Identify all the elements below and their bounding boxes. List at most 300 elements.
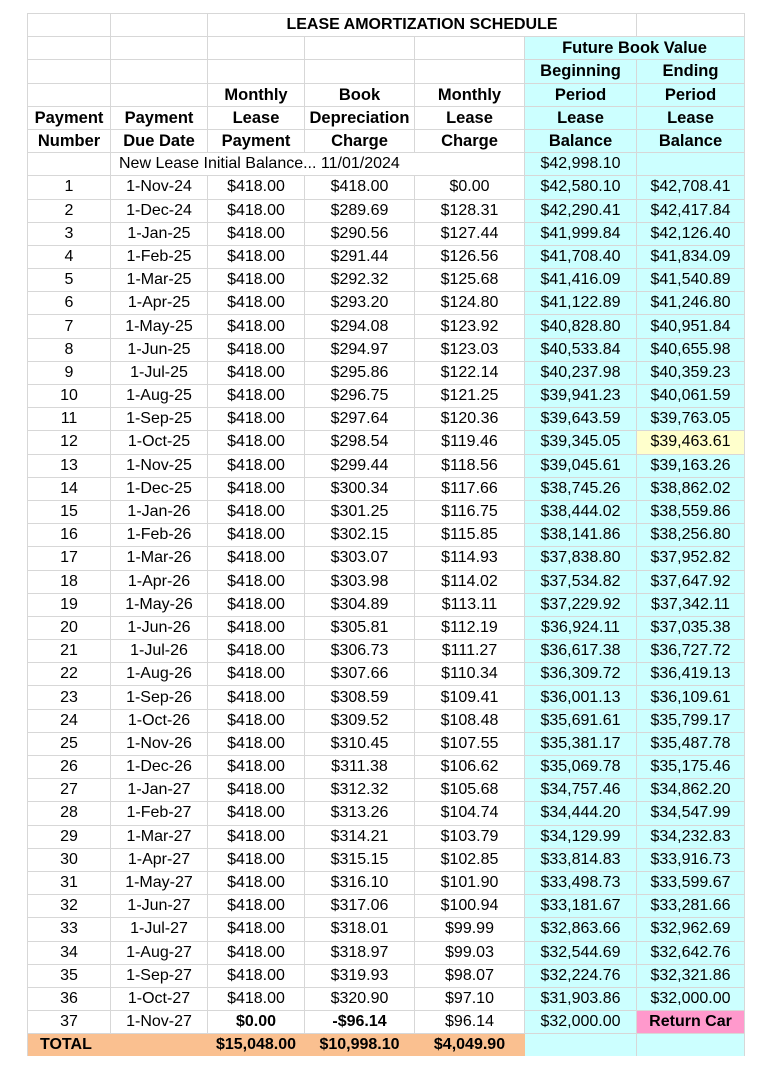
depreciation-charge[interactable]: $291.44 [305, 245, 415, 268]
payment-number[interactable]: 32 [28, 895, 111, 918]
beginning-balance[interactable]: $39,941.23 [525, 385, 637, 408]
payment-number[interactable]: 21 [28, 640, 111, 663]
header-period-begin[interactable]: Period [525, 83, 637, 106]
monthly-payment[interactable]: $418.00 [208, 802, 305, 825]
beginning-balance[interactable]: $36,924.11 [525, 616, 637, 639]
lease-charge[interactable]: $103.79 [415, 825, 525, 848]
monthly-payment[interactable]: $418.00 [208, 895, 305, 918]
beginning-balance[interactable]: $38,444.02 [525, 500, 637, 523]
ending-balance[interactable]: $38,862.02 [637, 477, 745, 500]
header-depreciation[interactable]: Depreciation [305, 106, 415, 129]
ending-balance[interactable]: $34,232.83 [637, 825, 745, 848]
lease-charge[interactable]: $0.00 [415, 176, 525, 199]
total-row [28, 1034, 745, 1057]
due-date[interactable]: 1-Sep-25 [111, 408, 208, 431]
total-label[interactable]: TOTAL [28, 1034, 111, 1057]
header-due-date[interactable]: Due Date [111, 129, 208, 152]
monthly-payment[interactable]: $418.00 [208, 686, 305, 709]
table-row [28, 640, 745, 663]
due-date[interactable]: 1-Dec-25 [111, 477, 208, 500]
ending-balance[interactable]: $36,419.13 [637, 663, 745, 686]
ending-balance[interactable]: $34,547.99 [637, 802, 745, 825]
monthly-payment[interactable]: $418.00 [208, 987, 305, 1010]
lease-charge[interactable]: $105.68 [415, 779, 525, 802]
initial-balance-label[interactable]: New Lease Initial Balance... 11/01/2024 [111, 153, 525, 176]
payment-number[interactable]: 31 [28, 871, 111, 894]
due-date[interactable]: 1-Oct-26 [111, 709, 208, 732]
payment-number[interactable]: 33 [28, 918, 111, 941]
beginning-balance[interactable]: $34,757.46 [525, 779, 637, 802]
monthly-payment[interactable]: $418.00 [208, 222, 305, 245]
ending-balance[interactable]: $35,799.17 [637, 709, 745, 732]
due-date[interactable]: 1-Sep-27 [111, 964, 208, 987]
due-date[interactable]: 1-Dec-26 [111, 756, 208, 779]
monthly-payment[interactable]: $418.00 [208, 199, 305, 222]
ending-balance[interactable]: $36,109.61 [637, 686, 745, 709]
depreciation-charge[interactable]: $301.25 [305, 500, 415, 523]
beginning-balance[interactable]: $31,903.86 [525, 987, 637, 1010]
depreciation-charge[interactable]: $318.01 [305, 918, 415, 941]
depreciation-charge[interactable]: $308.59 [305, 686, 415, 709]
header-payment-number-1[interactable]: Payment [28, 106, 111, 129]
monthly-payment[interactable]: $418.00 [208, 524, 305, 547]
depreciation-charge[interactable]: $298.54 [305, 431, 415, 454]
beginning-balance[interactable]: $32,224.76 [525, 964, 637, 987]
depreciation-charge[interactable]: $303.98 [305, 570, 415, 593]
payment-number[interactable]: 5 [28, 269, 111, 292]
depreciation-charge[interactable]: $314.21 [305, 825, 415, 848]
payment-number[interactable]: 23 [28, 686, 111, 709]
ending-balance[interactable]: $32,962.69 [637, 918, 745, 941]
due-date[interactable]: 1-Jul-27 [111, 918, 208, 941]
depreciation-charge[interactable]: $317.06 [305, 895, 415, 918]
lease-charge[interactable]: $99.99 [415, 918, 525, 941]
depreciation-charge[interactable]: $292.32 [305, 269, 415, 292]
ending-balance[interactable]: $33,916.73 [637, 848, 745, 871]
monthly-payment[interactable]: $418.00 [208, 385, 305, 408]
ending-balance[interactable]: $33,281.66 [637, 895, 745, 918]
ending-balance[interactable]: $38,256.80 [637, 524, 745, 547]
payment-number[interactable]: 29 [28, 825, 111, 848]
due-date[interactable]: 1-Jun-27 [111, 895, 208, 918]
due-date[interactable]: 1-Jul-26 [111, 640, 208, 663]
header-balance-begin[interactable]: Balance [525, 129, 637, 152]
header-book[interactable]: Book [305, 83, 415, 106]
lease-charge[interactable]: $123.92 [415, 315, 525, 338]
lease-charge[interactable]: $97.10 [415, 987, 525, 1010]
lease-charge[interactable]: $123.03 [415, 338, 525, 361]
payment-number[interactable]: 1 [28, 176, 111, 199]
monthly-payment[interactable]: $418.00 [208, 640, 305, 663]
payment-number[interactable]: 24 [28, 709, 111, 732]
lease-charge[interactable]: $101.90 [415, 871, 525, 894]
payment-number[interactable]: 35 [28, 964, 111, 987]
depreciation-charge[interactable]: $295.86 [305, 361, 415, 384]
lease-charge[interactable]: $111.27 [415, 640, 525, 663]
beginning-balance[interactable]: $39,643.59 [525, 408, 637, 431]
due-date[interactable]: 1-Nov-27 [111, 1011, 208, 1034]
ending-balance[interactable]: $36,727.72 [637, 640, 745, 663]
payment-number[interactable]: 26 [28, 756, 111, 779]
lease-charge[interactable]: $109.41 [415, 686, 525, 709]
due-date[interactable]: 1-Mar-26 [111, 547, 208, 570]
depreciation-charge[interactable]: $311.38 [305, 756, 415, 779]
depreciation-charge[interactable]: $302.15 [305, 524, 415, 547]
total-blank-end[interactable] [637, 1034, 745, 1057]
due-date[interactable]: 1-Aug-27 [111, 941, 208, 964]
lease-charge[interactable]: $116.75 [415, 500, 525, 523]
ending-balance[interactable]: $32,000.00 [637, 987, 745, 1010]
lease-charge[interactable]: $110.34 [415, 663, 525, 686]
ending-balance[interactable]: $40,655.98 [637, 338, 745, 361]
depreciation-charge[interactable]: $316.10 [305, 871, 415, 894]
beginning-balance[interactable]: $38,745.26 [525, 477, 637, 500]
payment-number[interactable]: 10 [28, 385, 111, 408]
monthly-payment[interactable]: $418.00 [208, 732, 305, 755]
payment-number[interactable]: 11 [28, 408, 111, 431]
header-row-5 [28, 129, 745, 152]
lease-charge[interactable]: $106.62 [415, 756, 525, 779]
monthly-payment[interactable]: $418.00 [208, 964, 305, 987]
beginning-balance[interactable]: $32,544.69 [525, 941, 637, 964]
depreciation-charge[interactable]: $313.26 [305, 802, 415, 825]
table-row [28, 895, 745, 918]
header-number[interactable]: Number [28, 129, 111, 152]
ending-balance[interactable]: $42,417.84 [637, 199, 745, 222]
due-date[interactable]: 1-Mar-27 [111, 825, 208, 848]
monthly-payment[interactable]: $418.00 [208, 245, 305, 268]
monthly-payment[interactable]: $418.00 [208, 408, 305, 431]
lease-charge[interactable]: $112.19 [415, 616, 525, 639]
due-date[interactable]: 1-May-25 [111, 315, 208, 338]
lease-charge[interactable]: $125.68 [415, 269, 525, 292]
depreciation-charge[interactable]: $315.15 [305, 848, 415, 871]
lease-charge[interactable]: $117.66 [415, 477, 525, 500]
beginning-balance[interactable]: $33,181.67 [525, 895, 637, 918]
lease-charge[interactable]: $119.46 [415, 431, 525, 454]
depreciation-charge[interactable]: $300.34 [305, 477, 415, 500]
payment-number[interactable]: 30 [28, 848, 111, 871]
due-date[interactable]: 1-Aug-26 [111, 663, 208, 686]
payment-number[interactable]: 17 [28, 547, 111, 570]
monthly-payment[interactable]: $418.00 [208, 431, 305, 454]
beginning-balance[interactable]: $36,001.13 [525, 686, 637, 709]
lease-charge[interactable]: $114.93 [415, 547, 525, 570]
payment-number[interactable]: 18 [28, 570, 111, 593]
header-lease-end[interactable]: Lease [637, 106, 745, 129]
payment-number[interactable]: 19 [28, 593, 111, 616]
depreciation-charge[interactable]: $306.73 [305, 640, 415, 663]
monthly-payment[interactable]: $418.00 [208, 315, 305, 338]
lease-charge[interactable]: $96.14 [415, 1011, 525, 1034]
header-lease-begin[interactable]: Lease [525, 106, 637, 129]
beginning-balance[interactable]: $37,534.82 [525, 570, 637, 593]
table-row [28, 315, 745, 338]
ending-balance[interactable]: $41,540.89 [637, 269, 745, 292]
beginning-balance[interactable]: $35,381.17 [525, 732, 637, 755]
payment-number[interactable]: 3 [28, 222, 111, 245]
lease-charge[interactable]: $118.56 [415, 454, 525, 477]
due-date[interactable]: 1-Jul-25 [111, 361, 208, 384]
depreciation-charge[interactable]: $303.07 [305, 547, 415, 570]
due-date[interactable]: 1-May-26 [111, 593, 208, 616]
depreciation-charge[interactable]: $290.56 [305, 222, 415, 245]
ending-balance[interactable]: $37,647.92 [637, 570, 745, 593]
depreciation-charge[interactable]: $319.93 [305, 964, 415, 987]
payment-number[interactable]: 14 [28, 477, 111, 500]
beginning-balance[interactable]: $33,498.73 [525, 871, 637, 894]
header-balance-end[interactable]: Balance [637, 129, 745, 152]
payment-number[interactable]: 6 [28, 292, 111, 315]
depreciation-charge[interactable]: $296.75 [305, 385, 415, 408]
due-date[interactable]: 1-Jun-25 [111, 338, 208, 361]
total-blank[interactable] [111, 1034, 208, 1057]
lease-charge[interactable]: $114.02 [415, 570, 525, 593]
lease-charge[interactable]: $98.07 [415, 964, 525, 987]
payment-number[interactable]: 37 [28, 1011, 111, 1034]
depreciation-charge[interactable]: $312.32 [305, 779, 415, 802]
due-date[interactable]: 1-Sep-26 [111, 686, 208, 709]
depreciation-charge[interactable]: $309.52 [305, 709, 415, 732]
ending-balance[interactable]: $40,359.23 [637, 361, 745, 384]
ending-balance[interactable]: $41,246.80 [637, 292, 745, 315]
beginning-balance[interactable]: $38,141.86 [525, 524, 637, 547]
monthly-payment[interactable]: $418.00 [208, 871, 305, 894]
payment-number[interactable]: 22 [28, 663, 111, 686]
monthly-payment[interactable]: $418.00 [208, 825, 305, 848]
beginning-balance[interactable]: $32,000.00 [525, 1011, 637, 1034]
due-date[interactable]: 1-Oct-25 [111, 431, 208, 454]
monthly-payment[interactable]: $418.00 [208, 918, 305, 941]
lease-charge[interactable]: $100.94 [415, 895, 525, 918]
sheet-title[interactable]: LEASE AMORTIZATION SCHEDULE [208, 14, 637, 37]
due-date[interactable]: 1-Jun-26 [111, 616, 208, 639]
beginning-balance[interactable]: $36,309.72 [525, 663, 637, 686]
monthly-payment[interactable]: $418.00 [208, 361, 305, 384]
ending-balance[interactable]: $37,342.11 [637, 593, 745, 616]
header-lease-charge-2[interactable]: Lease [415, 106, 525, 129]
ending-balance[interactable]: $35,175.46 [637, 756, 745, 779]
monthly-payment[interactable]: $418.00 [208, 779, 305, 802]
header-charge-lease[interactable]: Charge [415, 129, 525, 152]
ending-balance[interactable]: $33,599.67 [637, 871, 745, 894]
payment-number[interactable]: 20 [28, 616, 111, 639]
due-date[interactable]: 1-Jan-26 [111, 500, 208, 523]
due-date[interactable]: 1-Nov-25 [111, 454, 208, 477]
payment-number[interactable]: 9 [28, 361, 111, 384]
depreciation-charge[interactable]: $289.69 [305, 199, 415, 222]
lease-charge[interactable]: $107.55 [415, 732, 525, 755]
monthly-payment[interactable]: $418.00 [208, 500, 305, 523]
payment-number[interactable]: 27 [28, 779, 111, 802]
due-date[interactable]: 1-Oct-27 [111, 987, 208, 1010]
payment-number[interactable]: 16 [28, 524, 111, 547]
due-date[interactable]: 1-Feb-25 [111, 245, 208, 268]
beginning-balance[interactable]: $42,290.41 [525, 199, 637, 222]
header-ending[interactable]: Ending [637, 60, 745, 83]
lease-charge[interactable]: $126.56 [415, 245, 525, 268]
beginning-balance[interactable]: $34,129.99 [525, 825, 637, 848]
depreciation-charge[interactable]: $293.20 [305, 292, 415, 315]
lease-charge[interactable]: $102.85 [415, 848, 525, 871]
ending-balance[interactable]: $40,951.84 [637, 315, 745, 338]
monthly-payment[interactable]: $418.00 [208, 176, 305, 199]
ending-balance[interactable]: $38,559.86 [637, 500, 745, 523]
depreciation-charge[interactable]: $418.00 [305, 176, 415, 199]
ending-balance[interactable]: $35,487.78 [637, 732, 745, 755]
header-monthly-charge-1[interactable]: Monthly [415, 83, 525, 106]
monthly-payment[interactable]: $0.00 [208, 1011, 305, 1034]
due-date[interactable]: 1-Dec-24 [111, 199, 208, 222]
lease-charge[interactable]: $128.31 [415, 199, 525, 222]
lease-charge[interactable]: $122.14 [415, 361, 525, 384]
total-payment[interactable]: $15,048.00 [208, 1034, 305, 1057]
ending-balance[interactable]: $42,126.40 [637, 222, 745, 245]
depreciation-charge[interactable]: $310.45 [305, 732, 415, 755]
monthly-payment[interactable]: $418.00 [208, 338, 305, 361]
lease-charge[interactable]: $120.36 [415, 408, 525, 431]
monthly-payment[interactable]: $418.00 [208, 941, 305, 964]
ending-balance[interactable]: $34,862.20 [637, 779, 745, 802]
payment-number[interactable]: 8 [28, 338, 111, 361]
depreciation-charge[interactable]: $294.97 [305, 338, 415, 361]
beginning-balance[interactable]: $39,045.61 [525, 454, 637, 477]
total-depreciation[interactable]: $10,998.10 [305, 1034, 415, 1057]
monthly-payment[interactable]: $418.00 [208, 709, 305, 732]
depreciation-charge[interactable]: $304.89 [305, 593, 415, 616]
depreciation-charge[interactable]: $294.08 [305, 315, 415, 338]
payment-number[interactable]: 25 [28, 732, 111, 755]
lease-charge[interactable]: $104.74 [415, 802, 525, 825]
due-date[interactable]: 1-Jan-27 [111, 779, 208, 802]
beginning-balance[interactable]: $37,229.92 [525, 593, 637, 616]
monthly-payment[interactable]: $418.00 [208, 663, 305, 686]
due-date[interactable]: 1-Nov-26 [111, 732, 208, 755]
monthly-payment[interactable]: $418.00 [208, 477, 305, 500]
depreciation-charge[interactable]: $320.90 [305, 987, 415, 1010]
beginning-balance[interactable]: $39,345.05 [525, 431, 637, 454]
header-lease-payment-2[interactable]: Lease [208, 106, 305, 129]
payment-number[interactable]: 34 [28, 941, 111, 964]
ending-balance[interactable]: $39,763.05 [637, 408, 745, 431]
payment-number[interactable]: 7 [28, 315, 111, 338]
depreciation-charge[interactable]: $299.44 [305, 454, 415, 477]
beginning-balance[interactable]: $37,838.80 [525, 547, 637, 570]
lease-charge[interactable]: $108.48 [415, 709, 525, 732]
payment-number[interactable]: 4 [28, 245, 111, 268]
payment-number[interactable]: 12 [28, 431, 111, 454]
due-date[interactable]: 1-Apr-27 [111, 848, 208, 871]
monthly-payment[interactable]: $418.00 [208, 756, 305, 779]
due-date[interactable]: 1-Jan-25 [111, 222, 208, 245]
beginning-balance[interactable]: $40,533.84 [525, 338, 637, 361]
table-row [28, 524, 745, 547]
amortization-table [27, 13, 745, 1056]
monthly-payment[interactable]: $418.00 [208, 292, 305, 315]
depreciation-charge[interactable]: $297.64 [305, 408, 415, 431]
beginning-balance[interactable]: $42,580.10 [525, 176, 637, 199]
monthly-payment[interactable]: $418.00 [208, 616, 305, 639]
depreciation-charge[interactable]: -$96.14 [305, 1011, 415, 1034]
monthly-payment[interactable]: $418.00 [208, 269, 305, 292]
header-period-end[interactable]: Period [637, 83, 745, 106]
lease-charge[interactable]: $121.25 [415, 385, 525, 408]
ending-balance[interactable]: $39,463.61 [637, 431, 745, 454]
monthly-payment[interactable]: $418.00 [208, 848, 305, 871]
depreciation-charge[interactable]: $305.81 [305, 616, 415, 639]
beginning-balance[interactable]: $33,814.83 [525, 848, 637, 871]
lease-charge[interactable]: $124.80 [415, 292, 525, 315]
payment-number[interactable]: 13 [28, 454, 111, 477]
header-beginning[interactable]: Beginning [525, 60, 637, 83]
table-row [28, 1011, 745, 1034]
payment-number[interactable]: 2 [28, 199, 111, 222]
lease-charge[interactable]: $115.85 [415, 524, 525, 547]
depreciation-charge[interactable]: $307.66 [305, 663, 415, 686]
header-payment-3[interactable]: Payment [208, 129, 305, 152]
monthly-payment[interactable]: $418.00 [208, 547, 305, 570]
total-blank-begin[interactable] [525, 1034, 637, 1057]
beginning-balance[interactable]: $40,237.98 [525, 361, 637, 384]
ending-balance[interactable]: $32,642.76 [637, 941, 745, 964]
ending-balance[interactable]: $37,952.82 [637, 547, 745, 570]
depreciation-charge[interactable]: $318.97 [305, 941, 415, 964]
beginning-balance[interactable]: $41,708.40 [525, 245, 637, 268]
due-date[interactable]: 1-Feb-27 [111, 802, 208, 825]
due-date[interactable]: 1-Feb-26 [111, 524, 208, 547]
beginning-balance[interactable]: $41,416.09 [525, 269, 637, 292]
payment-number[interactable]: 36 [28, 987, 111, 1010]
ending-balance[interactable]: $37,035.38 [637, 616, 745, 639]
due-date[interactable]: 1-Aug-25 [111, 385, 208, 408]
beginning-balance[interactable]: $32,863.66 [525, 918, 637, 941]
lease-charge[interactable]: $99.03 [415, 941, 525, 964]
ending-balance[interactable]: $32,321.86 [637, 964, 745, 987]
due-date[interactable]: 1-May-27 [111, 871, 208, 894]
beginning-balance[interactable]: $41,999.84 [525, 222, 637, 245]
ending-balance[interactable]: $39,163.26 [637, 454, 745, 477]
ending-balance[interactable]: $40,061.59 [637, 385, 745, 408]
due-date[interactable]: 1-Apr-25 [111, 292, 208, 315]
due-date[interactable]: 1-Apr-26 [111, 570, 208, 593]
ending-balance[interactable]: Return Car [637, 1011, 745, 1034]
beginning-balance[interactable]: $40,828.80 [525, 315, 637, 338]
lease-charge[interactable]: $127.44 [415, 222, 525, 245]
lease-charge[interactable]: $113.11 [415, 593, 525, 616]
beginning-balance[interactable]: $35,069.78 [525, 756, 637, 779]
beginning-balance[interactable]: $41,122.89 [525, 292, 637, 315]
monthly-payment[interactable]: $418.00 [208, 454, 305, 477]
payment-number[interactable]: 15 [28, 500, 111, 523]
due-date[interactable]: 1-Mar-25 [111, 269, 208, 292]
monthly-payment[interactable]: $418.00 [208, 593, 305, 616]
payment-number[interactable]: 28 [28, 802, 111, 825]
beginning-balance[interactable]: $35,691.61 [525, 709, 637, 732]
ending-balance[interactable]: $41,834.09 [637, 245, 745, 268]
initial-beginning-balance[interactable]: $42,998.10 [525, 153, 637, 176]
beginning-balance[interactable]: $36,617.38 [525, 640, 637, 663]
total-charge[interactable]: $4,049.90 [415, 1034, 525, 1057]
due-date[interactable]: 1-Nov-24 [111, 176, 208, 199]
monthly-payment[interactable]: $418.00 [208, 570, 305, 593]
future-book-value-header[interactable]: Future Book Value [525, 37, 745, 60]
header-monthly-payment-1[interactable]: Monthly [208, 83, 305, 106]
header-payment-due-1[interactable]: Payment [111, 106, 208, 129]
table-row [28, 987, 745, 1010]
header-charge-dep[interactable]: Charge [305, 129, 415, 152]
beginning-balance[interactable]: $34,444.20 [525, 802, 637, 825]
ending-balance[interactable]: $42,708.41 [637, 176, 745, 199]
